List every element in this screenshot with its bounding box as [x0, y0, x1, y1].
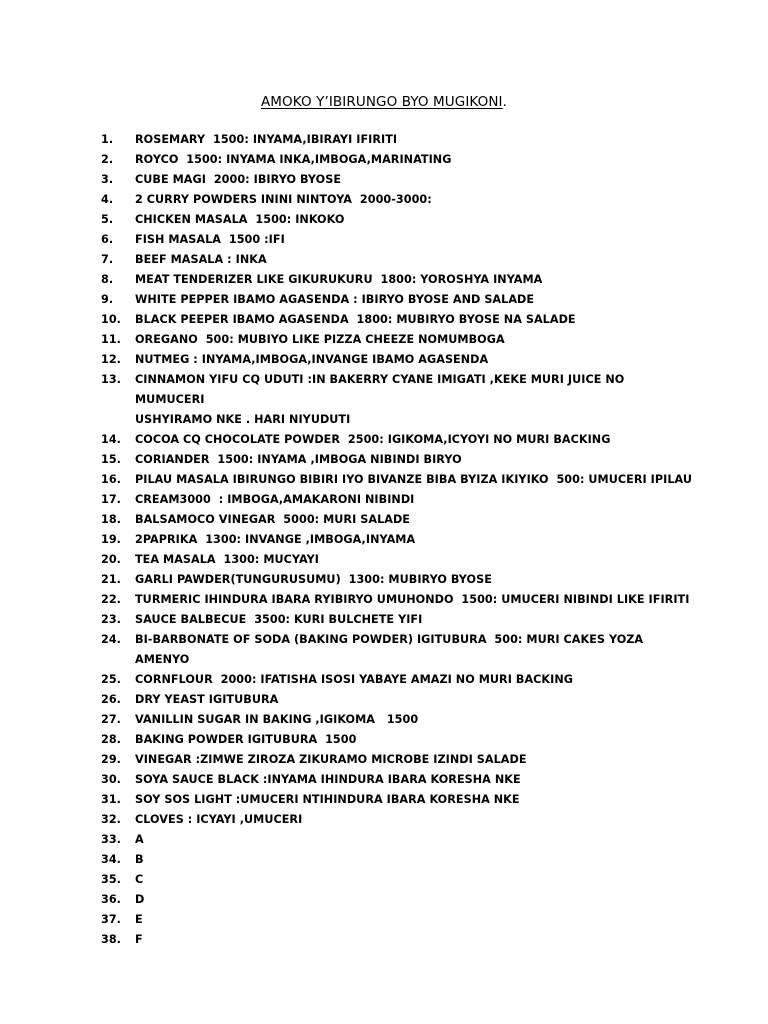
list-item-text: PILAU MASALA IBIRUNGO BIBIRI IYO BIVANZE BIBA BYIZA IKIYIKO 500: UMUCERI IPILAU [135, 473, 692, 486]
list-item-number-text: 37. [101, 913, 121, 926]
list-item-number-text: 22. [101, 593, 121, 606]
list-item-number [94, 530, 135, 550]
list-item-number-text: 33. [101, 833, 121, 846]
list-item-number-text: 15. [101, 453, 121, 466]
list-item-number-text: 7. [101, 253, 114, 266]
list-item [94, 270, 694, 290]
list-item [94, 290, 694, 310]
list-item-number [94, 230, 135, 250]
document-title-suffix: . [502, 94, 508, 110]
list-item-number [94, 210, 135, 230]
list-item-text: VANILLIN SUGAR IN BAKING ,IGIKOMA 1500 [135, 713, 419, 726]
list-item [94, 670, 694, 690]
list-item [94, 250, 694, 270]
list-item-number-text: 38. [101, 933, 121, 946]
list-item-number-text: 14. [101, 433, 121, 446]
list-item [94, 450, 694, 470]
list-item-text: BI-BARBONATE OF SODA (BAKING POWDER) IGITUBURA 500: MURI CAKES YOZA AMENYO [135, 633, 648, 666]
list-item-number-text: 34. [101, 853, 121, 866]
list-item-text: COCOA CQ CHOCOLATE POWDER 2500: IGIKOMA,ICYOYI NO MURI BACKING [135, 433, 611, 446]
list-item-number-text: 21. [101, 573, 121, 586]
list-item-number [94, 430, 135, 450]
list-item [94, 370, 694, 430]
list-item [94, 830, 694, 850]
list-item-number [94, 170, 135, 190]
list-item-number-text: 32. [101, 813, 121, 826]
list-item-number [94, 570, 135, 590]
list-item-number-text: 17. [101, 493, 121, 506]
list-item-text: TEA MASALA 1300: MUCYAYI [135, 553, 319, 566]
list-item-number [94, 330, 135, 350]
list-item-text: DRY YEAST IGITUBURA [135, 693, 279, 706]
list-item-number [94, 450, 135, 470]
list-item-text: CUBE MAGI 2000: IBIRYO BYOSE [135, 173, 342, 186]
list-item-number [94, 710, 135, 730]
list-item [94, 210, 694, 230]
list-item-number-text: 12. [101, 353, 121, 366]
list-item [94, 730, 694, 750]
list-item-number-text: 8. [101, 273, 114, 286]
list-item-number-text: 31. [101, 793, 121, 806]
list-item-text: ROYCO 1500: INYAMA INKA,IMBOGA,MARINATING [135, 153, 452, 166]
list-item-number-text: 23. [101, 613, 121, 626]
list-item [94, 130, 694, 150]
list-item-number-text: 24. [101, 633, 121, 646]
list-item-number [94, 350, 135, 370]
list-item [94, 870, 694, 890]
list-item-text: A [135, 833, 144, 846]
list-item-number [94, 830, 135, 850]
list-item-number [94, 590, 135, 610]
list-item-text: SOY SOS LIGHT :UMUCERI NTIHINDURA IBARA KORESHA NKE [135, 793, 520, 806]
ingredient-list [94, 130, 694, 950]
list-item-text: BLACK PEEPER IBAMO AGASENDA 1800: MUBIRYO BYOSE NA SALADE [135, 313, 576, 326]
list-item-number-text: 2. [101, 153, 114, 166]
list-item-number [94, 370, 135, 430]
list-item [94, 630, 694, 670]
list-item [94, 570, 694, 590]
list-item-number-text: 27. [101, 713, 121, 726]
list-item [94, 550, 694, 570]
list-item [94, 690, 694, 710]
list-item-number [94, 150, 135, 170]
list-item-number [94, 930, 135, 950]
list-item-number-text: 25. [101, 673, 121, 686]
list-item [94, 750, 694, 770]
list-item-number-text: 36. [101, 893, 121, 906]
list-item-number [94, 510, 135, 530]
list-item-number-text: 19. [101, 533, 121, 546]
list-item-text: CHICKEN MASALA 1500: INKOKO [135, 213, 345, 226]
list-item-number-text: 11. [101, 333, 121, 346]
list-item-text: BAKING POWDER IGITUBURA 1500 [135, 733, 357, 746]
list-item-number [94, 750, 135, 770]
list-item-number [94, 270, 135, 290]
list-item-number [94, 550, 135, 570]
list-item [94, 430, 694, 450]
list-item-text: SOYA SAUCE BLACK :INYAMA IHINDURA IBARA KORESHA NKE [135, 773, 521, 786]
list-item-number-text: 9. [101, 293, 114, 306]
list-item-text: OREGANO 500: MUBIYO LIKE PIZZA CHEEZE NOMUMBOGA [135, 333, 505, 346]
list-item-text: MEAT TENDERIZER LIKE GIKURUKURU 1800: YOROSHYA INYAMA [135, 273, 543, 286]
list-item-number-text: 1. [101, 133, 114, 146]
list-item-text: ROSEMARY 1500: INYAMA,IBIRAYI IFIRITI [135, 133, 398, 146]
list-item [94, 170, 694, 190]
list-item-number-text: 35. [101, 873, 121, 886]
list-item-text: F [135, 933, 143, 946]
list-item [94, 470, 694, 490]
list-item-number [94, 190, 135, 210]
list-item-text: BALSAMOCO VINEGAR 5000: MURI SALADE [135, 513, 410, 526]
list-item [94, 910, 694, 930]
list-item [94, 310, 694, 330]
list-item-number [94, 810, 135, 830]
list-item-number [94, 910, 135, 930]
list-item-number-text: 13. [101, 373, 121, 386]
list-item-number [94, 670, 135, 690]
list-item-number-text: 3. [101, 173, 114, 186]
list-item-number [94, 770, 135, 790]
list-item [94, 150, 694, 170]
list-item [94, 890, 694, 910]
list-item-text: E [135, 913, 143, 926]
list-item-text: BEEF MASALA : INKA [135, 253, 267, 266]
list-item-text: WHITE PEPPER IBAMO AGASENDA : IBIRYO BYOSE AND SALADE [135, 293, 535, 306]
list-item [94, 510, 694, 530]
list-item [94, 330, 694, 350]
list-item-number-text: 10. [101, 313, 121, 326]
list-item [94, 770, 694, 790]
list-item-number-text: 16. [101, 473, 121, 486]
list-item-text: CLOVES : ICYAYI ,UMUCERI [135, 813, 303, 826]
list-item-number-text: 6. [101, 233, 114, 246]
list-item-text: C [135, 873, 144, 886]
list-item-number [94, 310, 135, 330]
list-item-text: FISH MASALA 1500 :IFI [135, 233, 285, 246]
list-item-text: CINNAMON YIFU CQ UDUTI :IN BAKERRY CYANE IMIGATI ,KEKE MURI JUICE NO MUMUCERI USHYIRAMO NKE . HARI NIYUDUTI [135, 373, 625, 426]
list-item [94, 490, 694, 510]
list-item-number-text: 5. [101, 213, 114, 226]
document-title-text: AMOKO Y’IBIRUNGO BYO MUGIKONI [260, 94, 503, 110]
list-item-number [94, 610, 135, 630]
list-item-text: CORNFLOUR 2000: IFATISHA ISOSI YABAYE AMAZI NO MURI BACKING [135, 673, 573, 686]
list-item [94, 590, 694, 610]
document-title [0, 94, 768, 110]
list-item-text: CREAM3000 : IMBOGA,AMAKARONI NIBINDI [135, 493, 415, 506]
list-item-text: CORIANDER 1500: INYAMA ,IMBOGA NIBINDI BIRYO [135, 453, 462, 466]
list-item [94, 350, 694, 370]
list-item [94, 610, 694, 630]
list-item-number [94, 290, 135, 310]
list-item-number [94, 850, 135, 870]
list-item-number [94, 690, 135, 710]
list-item-text: VINEGAR :ZIMWE ZIROZA ZIKURAMO MICROBE IZINDI SALADE [135, 753, 527, 766]
list-item-number [94, 870, 135, 890]
list-item-number-text: 29. [101, 753, 121, 766]
list-item-number-text: 18. [101, 513, 121, 526]
list-item-text: GARLI PAWDER(TUNGURUSUMU) 1300: MUBIRYO BYOSE [135, 573, 492, 586]
list-item-number [94, 790, 135, 810]
list-item-number [94, 630, 135, 670]
list-item-text: NUTMEG : INYAMA,IMBOGA,INVANGE IBAMO AGASENDA [135, 353, 489, 366]
list-item-text: D [135, 893, 145, 906]
list-item-number-text: 26. [101, 693, 121, 706]
list-item [94, 930, 694, 950]
list-item-number-text: 4. [101, 193, 114, 206]
list-item [94, 710, 694, 730]
list-item-number-text: 20. [101, 553, 121, 566]
list-item-number-text: 28. [101, 733, 121, 746]
list-item [94, 810, 694, 830]
list-item-number [94, 470, 135, 490]
list-item [94, 190, 694, 210]
list-item-number [94, 730, 135, 750]
list-item-text: TURMERIC IHINDURA IBARA RYIBIRYO UMUHONDO 1500: UMUCERI NIBINDI LIKE IFIRITI [135, 593, 690, 606]
list-item-number-text: 30. [101, 773, 121, 786]
list-item [94, 850, 694, 870]
list-item-text: 2 CURRY POWDERS ININI NINTOYA 2000-3000: [135, 193, 432, 206]
list-item-number [94, 250, 135, 270]
list-item-number [94, 890, 135, 910]
list-item [94, 530, 694, 550]
list-item-number [94, 130, 135, 150]
list-item-number [94, 490, 135, 510]
list-item-text: SAUCE BALBECUE 3500: KURI BULCHETE YIFI [135, 613, 423, 626]
list-item [94, 790, 694, 810]
list-item-text: B [135, 853, 144, 866]
list-item-text: 2PAPRIKA 1300: INVANGE ,IMBOGA,INYAMA [135, 533, 416, 546]
list-item [94, 230, 694, 250]
